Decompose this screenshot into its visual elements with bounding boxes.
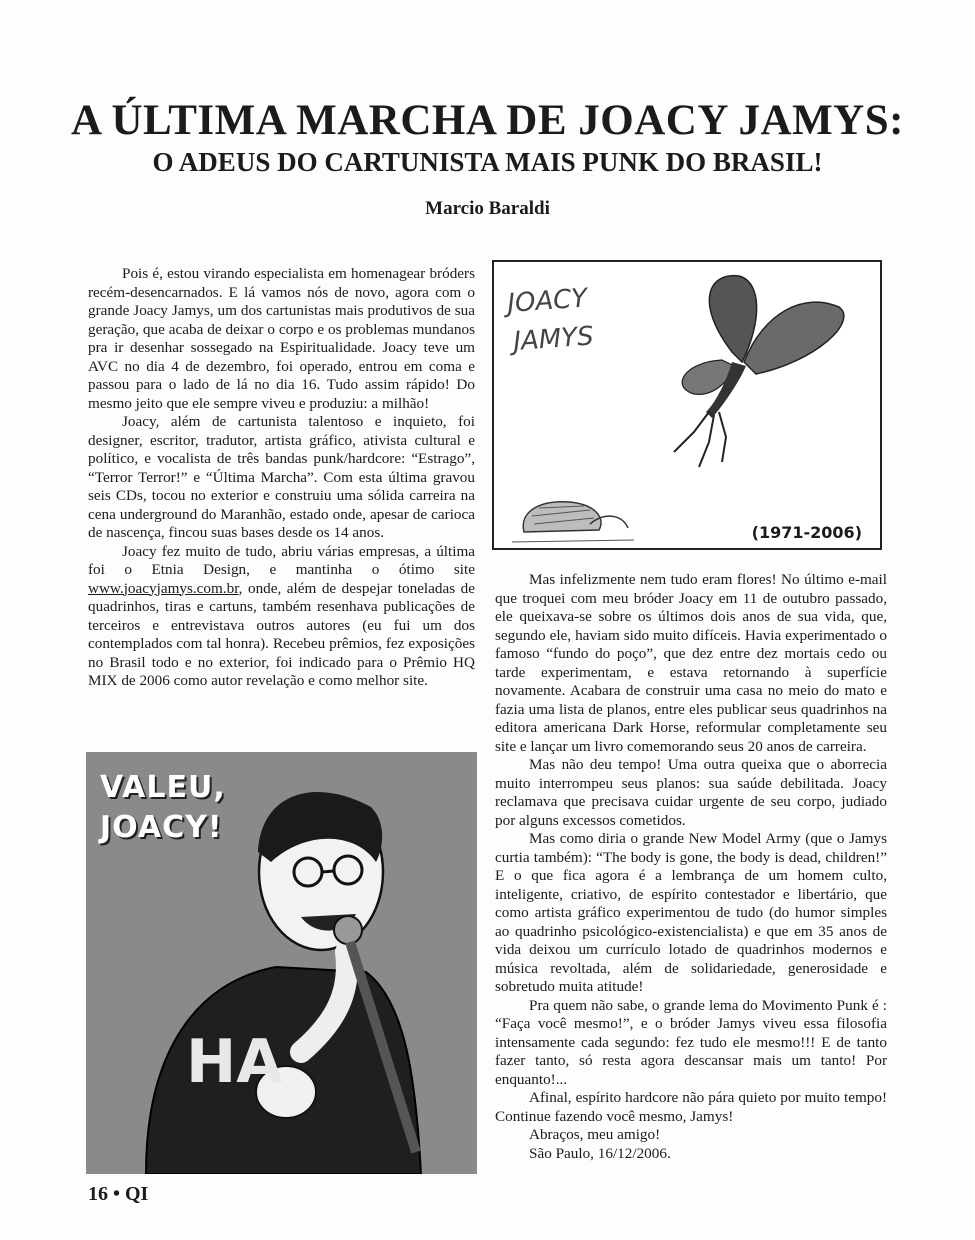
- paragraph: Afinal, espírito hardcore não pára quieto por muito tempo! Continue fazendo você mesmo, Jamys!: [495, 1089, 887, 1125]
- right-column: [495, 571, 887, 1163]
- paragraph-text: Joacy fez muito de tudo, abriu várias empresas, a última foi o Etnia Design, e mantinha o ótimo site: [88, 542, 475, 578]
- page-footer: 16 • QI: [88, 1183, 149, 1205]
- handwritten-name: JAMYS: [512, 321, 595, 357]
- paragraph-text: , onde, além de despejar toneladas de quadrinhos, tiras e cartuns, também resenhava publicações de terceiros e entrevistava outros autores (eu fui um dos contemplados com tal honra). Recebeu prêmios, fez exposições no Brasil todo e no exterior, foi indicado para o Prêmio HQ MIX de 2006 como autor revelação e como melhor site.: [88, 579, 475, 689]
- paragraph: [88, 543, 475, 691]
- handwritten-name: JOACY: [506, 283, 589, 319]
- paragraph: Joacy, além de cartunista talentoso e inquieto, foi designer, escritor, tradutor, artista gráfico, ativista cultural e político, e vocalista de três bandas punk/hardcore: “Estrago”, “Terror Terror!” e “Última Marcha”. Com esta última gravou seis CDs, tocou no exterior e construiu uma sólida carreira na cena underground do Maranhão, estado onde, apesar de carioca de nascença, fincou suas bases desde os 14 anos.: [88, 413, 475, 541]
- paragraph: Mas como diria o grande New Model Army (que o Jamys curtia também): “The body is gone, the body is dead, children!” E o que fica agora é a lembrança de um homem culto, inteligente, criativo, de espírito contestador e libertário, que como artista gráfico experimentou de tudo (do humor simples ao quadrinho psicológico-existencialista) e que em 35 anos de vida deixou um currículo lotado de quadrinhos modernos e música revoltada, além de solidariedade, generosidade e sobretudo muita atitude!: [495, 830, 887, 995]
- place-date: São Paulo, 16/12/2006.: [529, 1144, 671, 1162]
- moth-cartoon-illustration: [494, 262, 880, 548]
- author-byline: Marcio Baraldi: [425, 198, 550, 219]
- paragraph: Pois é, estou virando especialista em homenagear bróders recém-desencarnados. E lá vamos nós de novo, agora com o grande Joacy Jamys, um dos cartunistas mais produtivos de sua geração, que acaba de deixar o corpo e os problemas mundanos pra ir desenhar sossegado na Espiritualidade. Joacy teve um AVC no dia 4 de dezembro, foi operado, entrou em coma e passou para o lado de lá no dia 16. Tudo assim rápido! Do mesmo jeito que ele sempre viveu e produziu: a milhão!: [88, 265, 475, 412]
- poster-line: JOACY!: [100, 810, 223, 845]
- left-column: [88, 265, 475, 691]
- paragraph: Mas não deu tempo! Uma outra queixa que o aborrecia muito interrompeu seus planos: sua saúde debilitada. Joacy reclamava que precisava cuidar urgente de seu corpo, judiado por alguns excessos cometidos.: [495, 756, 887, 829]
- site-link[interactable]: www.joacyjamys.com.br: [88, 579, 239, 597]
- poster-headline: [100, 768, 226, 848]
- tribute-poster-figure: [86, 752, 477, 1174]
- paragraph: Pra quem não sabe, o grande lema do Movimento Punk é : “Faça você mesmo!”, e o bróder Jamys viveu essa filosofia intensamente cada segundo: fez tudo ele mesmo!!! E de tanto fazer tanto, só resta agora descansar mais um tanto! Por enquanto!...: [495, 996, 887, 1088]
- closing-line: Abraços, meu amigo!: [529, 1126, 661, 1143]
- shirt-logo: HA: [186, 1027, 283, 1097]
- cartoon-figure: [492, 260, 882, 550]
- paragraph: Mas infelizmente nem tudo eram flores! No último e-mail que troquei com meu bróder Joacy em 11 de outubro passado, ele queixava-se sobre os últimos dois anos de sua vida, que, segundo ele, haviam sido muito difíceis. Havia experimentado o famoso “fundo do poço”, que dez entre dez mortais cedo ou tarde experimentam, e estava retornando à superfície novamente. Acabara de construir uma casa no meio do mato e fazia uma lista de planos, entre eles publicar seus quadrinhos na editora americana Dark Horse, reformular completamente seu site e lançar um livro comemorando seus 20 anos de carreira.: [495, 571, 887, 755]
- article-title: A ÚLTIMA MARCHA DE JOACY JAMYS:: [71, 97, 904, 144]
- poster-line: VALEU,: [100, 770, 226, 805]
- lifespan-years: (1971-2006): [751, 523, 862, 542]
- article-subtitle: O ADEUS DO CARTUNISTA MAIS PUNK DO BRASIL!: [152, 147, 823, 177]
